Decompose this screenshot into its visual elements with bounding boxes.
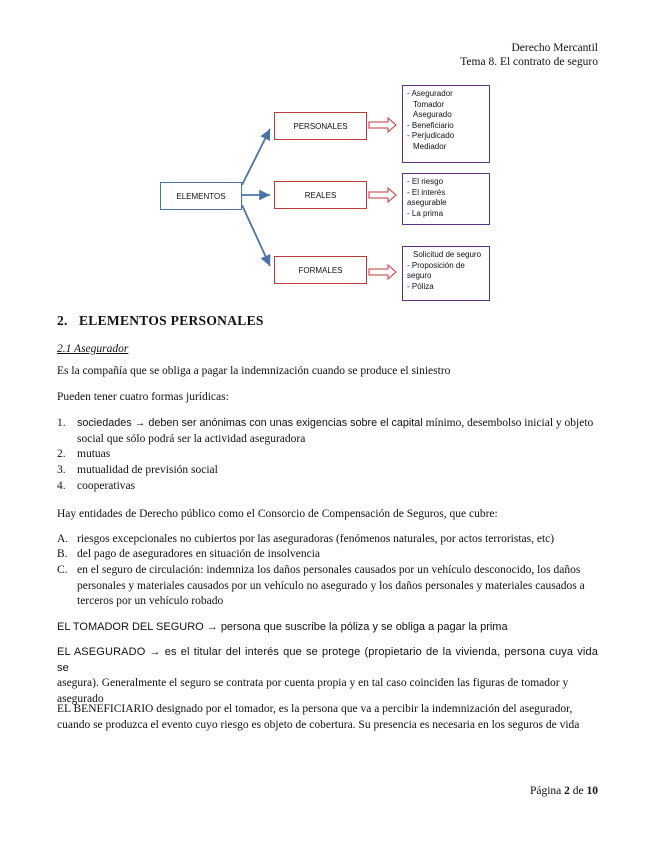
list-item: Mediador xyxy=(413,141,447,151)
list-text: en el seguro de circulación: indemniza los daños personales causados por un vehículo desconocido, los daños xyxy=(77,564,581,576)
list-text: personales y materiales causados por un vehículo no asegurado y los daños personales y materiales causados a xyxy=(77,579,585,592)
paragraph-beneficiario xyxy=(57,702,598,733)
list-marker: B. xyxy=(57,548,68,560)
list-rest: social que sólo podrá ser la actividad aseguradora xyxy=(77,432,306,445)
paragraph-definition: Es la compañía que se obliga a pagar la indemnización cuando se produce el siniestro xyxy=(57,365,451,377)
subsection-title: 2.1 Asegurador xyxy=(57,343,129,355)
list-item: Solicitud de seguro xyxy=(413,250,482,259)
list-item: Asegurado xyxy=(413,110,452,120)
list-item: - El riesgo xyxy=(407,177,444,186)
diagram-branch-personales: PERSONALES xyxy=(274,112,367,140)
list-item xyxy=(57,479,598,495)
list-item: - Beneficiario xyxy=(407,120,454,130)
header-topic: Tema 8. El contrato de seguro xyxy=(460,56,598,68)
list-marker: 3. xyxy=(57,464,66,476)
diagram-list-formales xyxy=(402,246,490,301)
list-marker: C. xyxy=(57,564,68,576)
diagram-branch-formales: FORMALES xyxy=(274,256,367,284)
list-item xyxy=(57,532,598,548)
page-prefix: Página xyxy=(529,785,562,797)
text-line: asegurado xyxy=(57,692,104,705)
list-text: riesgos excepcionales no cubiertos por las aseguradoras (fenómenos naturales, por actos terroristas, etc) xyxy=(77,533,555,545)
list-item: - El interés xyxy=(407,187,446,197)
paragraph-tomador: EL TOMADOR DEL SEGURO → persona que suscribe la póliza y se obliga a pagar la prima xyxy=(57,621,508,633)
list-marker: 1. xyxy=(57,417,66,429)
list-text: mutuas xyxy=(77,448,111,460)
list-item: - Póliza xyxy=(407,281,434,291)
text-line: EL ASEGURADO → es el titular del interés que se protege (propietario de la vivienda, persona cuya vida se xyxy=(57,646,598,674)
arrow-to-personales xyxy=(242,129,270,185)
list-text: terceros por un vehículo robado xyxy=(77,595,224,607)
list-item xyxy=(57,463,598,479)
diagram-branch-reales: REALES xyxy=(274,181,367,209)
list-item xyxy=(57,547,598,563)
list-marker: 2. xyxy=(57,448,66,460)
total-pages: 10 xyxy=(586,785,598,797)
diagram-list-reales xyxy=(402,173,490,225)
paragraph-forms-intro: Pueden tener cuatro formas jurídicas: xyxy=(57,391,229,403)
list-rest: mínimo, desembolso inicial y objeto xyxy=(422,417,594,429)
paragraph-coverage-intro: Hay entidades de Derecho público como el Consorcio de Compensación de Seguros, que cubre: xyxy=(57,508,498,520)
text-line: asegura). Generalmente el seguro se contrata por cuenta propia y en tal caso coinciden las figuras de tomador y xyxy=(57,677,569,689)
list-text: cooperativas xyxy=(77,480,136,492)
list-item xyxy=(57,447,598,463)
list-item: - La prima xyxy=(407,208,444,218)
list-lead: sociedades → deben ser anónimas con unas exigencias sobre el capital xyxy=(77,417,423,429)
page-of: de xyxy=(572,785,584,797)
list-item: Tomador xyxy=(413,99,445,109)
list-item: - Proposición de xyxy=(407,260,465,270)
list-item: asegurable xyxy=(407,198,447,208)
arrow-to-formales xyxy=(242,205,270,266)
list-marker: 4. xyxy=(57,480,66,492)
diagram-list-personales xyxy=(402,85,490,163)
list-text: del pago de aseguradores en situación de insolvencia xyxy=(77,548,321,560)
hollow-arrow-personales xyxy=(369,118,396,132)
section-heading xyxy=(57,313,264,329)
text-line: cuando se produzca el evento cuyo riesgo es objeto de cobertura. Su presencia es necesaria en los seguros de vida xyxy=(57,718,580,731)
page-number xyxy=(530,785,598,797)
hollow-arrow-formales xyxy=(369,265,396,279)
text-line: EL BENEFICIARIO designado por el tomador, es la persona que va a percibir la indemnización del asegurador, xyxy=(57,703,573,715)
header-subject: Derecho Mercantil xyxy=(511,42,598,54)
section-title: ELEMENTOS PERSONALES xyxy=(79,313,264,328)
list-item: seguro xyxy=(407,271,432,281)
list-item: - Asegurador xyxy=(407,89,453,98)
section-number: 2. xyxy=(57,313,68,328)
current-page: 2 xyxy=(564,785,570,797)
list-marker: A. xyxy=(57,533,69,545)
list-text: mutualidad de previsión social xyxy=(77,464,218,476)
diagram-root: ELEMENTOS xyxy=(160,182,242,210)
paragraph-asegurado xyxy=(57,645,598,707)
hollow-arrow-reales xyxy=(369,188,396,202)
list-item: - Perjudicado xyxy=(407,131,455,141)
list-item xyxy=(57,416,598,447)
list-item xyxy=(57,563,598,610)
